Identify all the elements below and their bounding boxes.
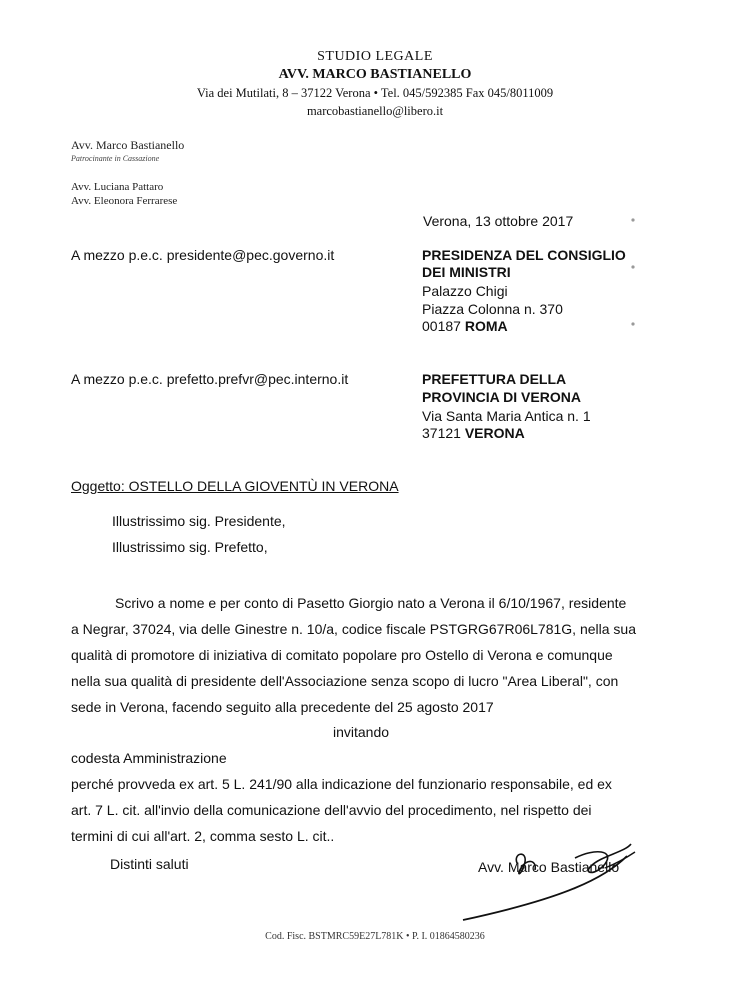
- body-line-7: perché provveda ex art. 5 L. 241/90 alla indicazione del funzionario responsabile, ed ex: [71, 776, 612, 792]
- handwritten-signature: [455, 838, 655, 928]
- body-line-2: a Negrar, 37024, via delle Ginestre n. 10/a, codice fiscale PSTGRG67R06L781G, nella sua: [71, 621, 636, 637]
- letterhead-name: AVV. MARCO BASTIANELLO: [278, 67, 472, 82]
- signature-name: Avv. Marco Bastianello: [478, 859, 620, 875]
- recipient2-city: VERONA: [464, 425, 525, 441]
- salutation-prefetto: Illustrissimo sig. Prefetto,: [112, 539, 268, 555]
- recipient2-city-line: [422, 425, 525, 441]
- recipient2-address1: Via Santa Maria Antica n. 1: [422, 408, 591, 424]
- pec-line-prefettura: A mezzo p.e.c. prefetto.prefvr@pec.interno.it: [71, 371, 349, 387]
- body-invitando: invitando: [333, 724, 390, 740]
- letterhead-email: marcobastianello@libero.it: [306, 104, 444, 118]
- punch-marks: [628, 212, 638, 342]
- body-line-1: Scrivo a nome e per conto di Pasetto Giorgio nato a Verona il 6/10/1967, residente: [115, 595, 627, 611]
- recipient-city-line: [422, 318, 508, 334]
- recipient-address2: Piazza Colonna n. 370: [422, 301, 563, 317]
- letterhead-address: Via dei Mutilati, 8 – 37122 Verona • Tel. 045/592385 Fax 045/8011009: [196, 86, 554, 100]
- recipient2-name-line1: PREFETTURA DELLA: [422, 371, 567, 387]
- salutation-presidente: Illustrissimo sig. Presidente,: [112, 513, 286, 529]
- body-line-9: termini di cui all'art. 2, comma sesto L. cit..: [71, 828, 335, 844]
- subject-line: Oggetto: OSTELLO DELLA GIOVENTÙ IN VERONA: [71, 478, 399, 494]
- body-line-6: codesta Amministrazione: [71, 750, 227, 766]
- letter-date: Verona, 13 ottobre 2017: [423, 213, 574, 229]
- body-line-3: qualità di promotore di iniziativa di comitato popolare pro Ostello di Verona e comunque: [71, 647, 613, 663]
- lawyer-second: Avv. Luciana Pattaro: [71, 181, 164, 193]
- recipient-zip: 00187: [422, 318, 461, 334]
- body-line-5: sede in Verona, facendo seguito alla precedente del 25 agosto 2017: [71, 699, 494, 715]
- recipient-name-line1: PRESIDENZA DEL CONSIGLIO: [422, 247, 626, 263]
- letterhead-studio: STUDIO LEGALE: [317, 49, 433, 64]
- body-line-4: nella sua qualità di presidente dell'Associazione senza scopo di lucro "Area Liberal", con: [71, 673, 619, 689]
- recipient-name-line2: DEI MINISTRI: [422, 264, 511, 280]
- recipient-city: ROMA: [464, 318, 508, 334]
- footer-fiscal: Cod. Fisc. BSTMRC59E27L781K • P. I. 01864580236: [265, 931, 485, 942]
- recipient-address1: Palazzo Chigi: [422, 283, 508, 299]
- lawyer-third: Avv. Eleonora Ferrarese: [71, 195, 178, 207]
- recipient2-zip: 37121: [422, 425, 461, 441]
- lawyer-main-title: Patrocinante in Cassazione: [71, 154, 160, 163]
- recipient2-name-line2: PROVINCIA DI VERONA: [422, 389, 581, 405]
- pec-line-presidenza: A mezzo p.e.c. presidente@pec.governo.it: [71, 247, 335, 263]
- closing: Distinti saluti: [110, 856, 189, 872]
- body-line-8: art. 7 L. cit. all'invio della comunicazione dell'avvio del procedimento, nel rispetto dei: [71, 802, 592, 818]
- lawyer-main: Avv. Marco Bastianello: [71, 138, 185, 152]
